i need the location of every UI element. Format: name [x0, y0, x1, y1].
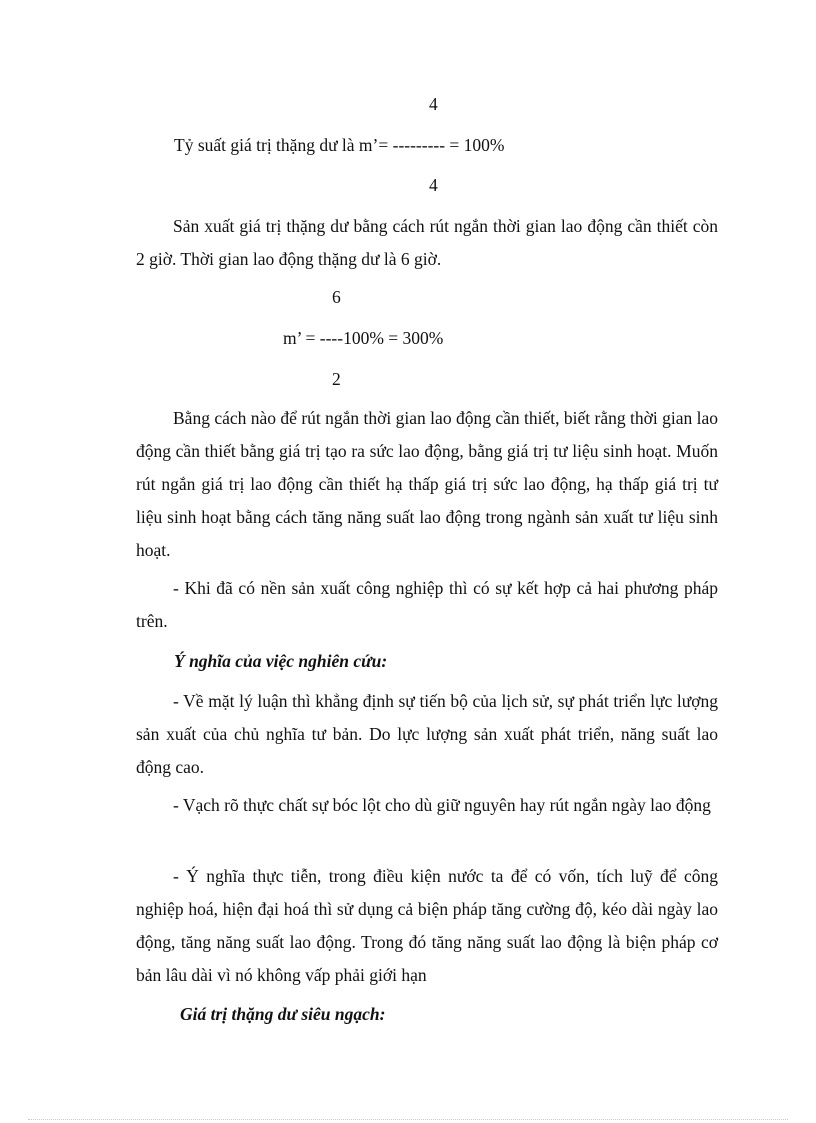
- formula2-denominator: 2: [332, 369, 341, 389]
- heading-excess-surplus-value: Giá trị thặng dư siêu ngạch:: [180, 1004, 386, 1024]
- paragraph-2: Bằng cách nào để rút ngắn thời gian lao động cần thiết, biết rằng thời gian lao động cần thiết bằng giá trị tạo ra sức lao động, bằng giá trị tư liệu sinh hoạt. Muốn rút ngắn giá trị lao động cần thiết hạ thấp giá trị sức lao động, hạ thấp giá trị tư liệu sinh hoạt bằng cách tăng năng suất lao động trong ngành sản xuất tư liệu sinh hoạt.: [136, 408, 718, 560]
- formula1-denominator: 4: [429, 175, 438, 195]
- paragraph-4: - Về mặt lý luận thì khẳng định sự tiến bộ của lịch sử, sự phát triển lực lượng sản xuất của chủ nghĩa tư bản. Do lực lượng sản xuất phát triển, năng suất lao động cao.: [136, 691, 718, 777]
- formula1-numerator: 4: [429, 94, 438, 114]
- paragraph-1: Sản xuất giá trị thặng dư bằng cách rút ngắn thời gian lao động cần thiết còn 2 giờ. Thời gian lao động thặng dư là 6 giờ.: [136, 216, 718, 269]
- paragraph-6: - Ý nghĩa thực tiễn, trong điều kiện nước ta để có vốn, tích luỹ để công nghiệp hoá, hiện đại hoá thì sử dụng cả biện pháp tăng cường độ, kéo dài ngày lao động, tăng năng suất lao động. Trong đó tăng năng suất lao động là biện pháp cơ bản lâu dài vì nó không vấp phải giới hạn: [136, 866, 718, 985]
- formula2-numerator: 6: [332, 287, 341, 307]
- paragraph-3: - Khi đã có nền sản xuất công nghiệp thì có sự kết hợp cả hai phương pháp trên.: [136, 578, 718, 631]
- heading-significance: Ý nghĩa của việc nghiên cứu:: [174, 651, 388, 671]
- page-bottom-dotted-border: [28, 1119, 788, 1120]
- formula2-line: m’ = ----100% = 300%: [283, 328, 444, 348]
- formula1-line: Tỷ suất giá trị thặng dư là m’= --------- = 100%: [174, 135, 505, 155]
- paragraph-5: - Vạch rõ thực chất sự bóc lột cho dù giữ nguyên hay rút ngắn ngày lao động: [173, 795, 711, 815]
